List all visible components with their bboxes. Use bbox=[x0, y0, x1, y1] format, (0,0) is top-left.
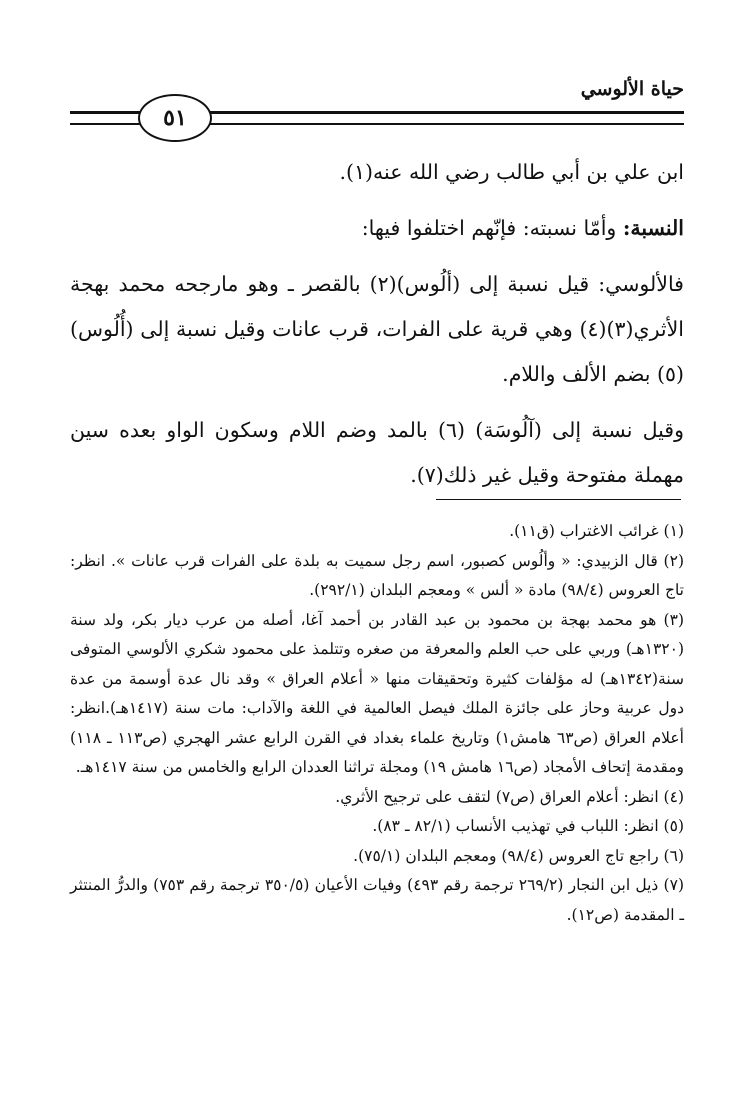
footnote-divider bbox=[436, 499, 681, 500]
running-title: حياة الألوسي bbox=[580, 78, 684, 100]
paragraph-2-text: وأمّا نسبته: فإنّهم اختلفوا فيها: bbox=[361, 216, 623, 240]
page-number-text: ٥١ bbox=[163, 105, 187, 131]
footnotes bbox=[70, 517, 684, 930]
paragraph-4: وقيل نسبة إلى (آلُوسَة) (٦) بالمد وضم اللام وسكون الواو بعده سين مهملة مفتوحة وقيل غير ذلك(٧). bbox=[70, 418, 684, 487]
page-number bbox=[138, 94, 212, 142]
footnote-2: (٢) قال الزبيدي: « وألُوس كصبور، اسم رجل سميت به بلدة على الفرات قرب عانات ». انظر: تاج العروس (٩٨/٤) مادة « ألس » ومعجم البلدان (٢٩٢/١). bbox=[70, 551, 684, 599]
paragraph-3: فالألوسي: قيل نسبة إلى (ألُوس)(٢) بالقصر ـ وهو مارجحه محمد بهجة الأثري(٣)(٤) وهي قرية على الفرات، قرب عانات وقيل نسبة إلى (أُلُوس)(٥) بضم الألف واللام. bbox=[70, 272, 684, 386]
footnote-6: (٦) راجع تاج العروس (٩٨/٤) ومعجم البلدان (٧٥/١). bbox=[353, 846, 684, 865]
main-text bbox=[70, 150, 684, 509]
paragraph-1: ابن علي بن أبي طالب رضي الله عنه(١). bbox=[339, 160, 684, 184]
paragraph-2 bbox=[70, 206, 684, 251]
footnote-3: (٣) هو محمد بهجة بن محمود بن عبد القادر بن أحمد آغا، أصله من عرب ديار بكر، ولد سنة (١٣٢٠هـ) وربي على حب العلم والمعرفة من صغره وتتلمذ على محمود شكري الألوسي المتوفى سنة(١٣٤٢هـ) له مؤلفات كثيرة وتحقيقات منها « أعلام العراق » وقد نال عدة أوسمة من عدة دول عربية وحاز على جائزة الملك فيصل العالمية في اللغة والآداب: مات سنة (١٤١٧هـ).انظر: أعلام العراق (ص٦٣ هامش١) وتاريخ علماء بغداد في القرن الرابع عشر الهجري (ص١١٣ ـ ١١٨) ومقدمة إتحاف الأمجاد (ص١٦ هامش ١٩) ومجلة تراثنا العددان الرابع والخامس من سنة ١٤١٧هـ. bbox=[70, 610, 684, 776]
footnote-7: (٧) ذيل ابن النجار (٢٦٩/٢ ترجمة رقم ٤٩٣) وفيات الأعيان (٣٥٠/٥ ترجمة رقم ٧٥٣) والدرُّ المنتثر ـ المقدمة (ص١٢). bbox=[70, 876, 684, 924]
nisba-heading: النسبة: bbox=[622, 216, 684, 240]
footnote-4: (٤) انظر: أعلام العراق (ص٧) لتقف على ترجيح الأثري. bbox=[335, 787, 684, 806]
footnote-5: (٥) انظر: اللباب في تهذيب الأنساب (٨٢/١ ـ ٨٣). bbox=[372, 817, 684, 835]
footnote-1: (١) غرائب الاغتراب (ق١١). bbox=[509, 522, 684, 540]
